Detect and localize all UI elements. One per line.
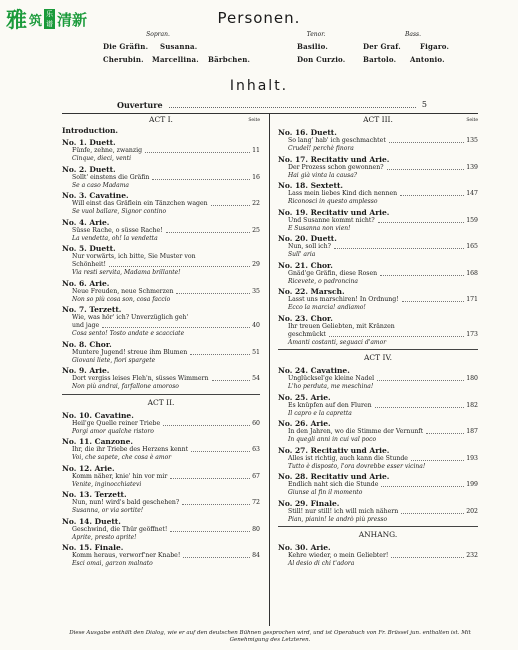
- entry-number: No. 24. Cavatine.: [278, 366, 350, 375]
- entry-number: No. 17. Recitativ und Arie.: [278, 154, 390, 164]
- entry-line: [62, 314, 260, 322]
- entry-german-text: Will einst das Gräflein ein Tänzchen wagen: [72, 200, 208, 207]
- role-cherubin: Cherubin.: [103, 55, 144, 64]
- entry-german-text: Ihr treuen Geliebten, mit Kränzen: [288, 322, 395, 330]
- entry-number: No. 20. Duett.: [278, 234, 337, 243]
- entry-italian-text: Giunse al fin il momento: [288, 489, 363, 496]
- entry-line: [62, 420, 260, 428]
- entry-german-text: Süsse Rache, o süsse Rache!: [72, 226, 163, 234]
- act-heading: [278, 352, 478, 364]
- entry-line: [62, 147, 260, 155]
- right-column: [278, 114, 478, 568]
- role-basilio: Basilio.: [297, 42, 328, 51]
- entry-number: No. 1. Duett.: [62, 138, 116, 147]
- entry-number: No. 7. Terzett.: [62, 305, 122, 314]
- toc-entry: [278, 499, 478, 524]
- leader-dots: [182, 499, 250, 505]
- entry-italian-text: Aprite, presto aprite!: [72, 533, 137, 541]
- entry-page: 182: [466, 401, 478, 409]
- entry-page: 72: [252, 499, 260, 506]
- entry-german-text: Endlich naht sich die Stunde: [288, 481, 379, 488]
- leader-dots: [387, 164, 465, 170]
- entry-number: No. 30. Arie.: [278, 543, 331, 552]
- entry-number: No. 11. Canzone.: [62, 437, 133, 446]
- entry-italian-text: Sull' aria: [288, 251, 316, 258]
- act2-list: [62, 411, 260, 568]
- entry-german-text: Schönheit!: [72, 261, 106, 268]
- toc-entry: [278, 419, 478, 444]
- toc-entry: [62, 366, 260, 391]
- toc-entry: [62, 340, 260, 365]
- act4-label: ACT IV.: [364, 353, 392, 362]
- toc-entry: [278, 287, 478, 312]
- entry-italian-text: Esci omai, garzon malnato: [72, 560, 153, 567]
- leader-dots: [329, 331, 464, 337]
- entry-line: [278, 455, 478, 463]
- section-rule: [278, 349, 478, 350]
- toc-entry: [278, 366, 478, 391]
- toc-entry: [278, 393, 478, 418]
- entry-line: [278, 217, 478, 225]
- entry-page: 173: [466, 330, 478, 338]
- entry-italian-text: Ecco la marcia! andiamo!: [288, 304, 366, 311]
- leader-dots: [163, 420, 250, 426]
- voice-bass: Bass.: [404, 31, 422, 38]
- overture-page: 5: [421, 100, 427, 109]
- entry-number: No. 23. Chor.: [278, 313, 333, 323]
- entry-italian-text: L'ho perduta, me meschina!: [288, 383, 374, 390]
- entry-line: [278, 296, 478, 304]
- seite-label: Seite: [248, 118, 260, 123]
- entry-line: [278, 481, 478, 489]
- leader-dots: [102, 322, 250, 328]
- act-heading: [278, 114, 478, 126]
- contents-heading: Inhalt.: [229, 78, 289, 94]
- entry-line: [278, 331, 478, 339]
- toc-entry: [278, 208, 478, 233]
- entry-italian-text: Non più andrai, farfallone amoroso: [72, 383, 179, 390]
- toc-entry: [62, 165, 260, 190]
- column-divider: [269, 114, 270, 626]
- entry-number: No. 10. Cavatine.: [62, 410, 134, 420]
- page-title: Personen.: [217, 9, 301, 27]
- entry-number: No. 19. Recitativ und Arie.: [278, 207, 390, 217]
- entry-number: No. 27. Recitativ und Arie.: [278, 445, 390, 455]
- entry-number: No. 12. Arie.: [62, 463, 115, 473]
- entry-page: 11: [252, 147, 260, 154]
- toc-entry: [62, 244, 260, 277]
- leader-dots: [402, 296, 465, 302]
- entry-german-text: und jage: [72, 322, 100, 329]
- entry-line: [62, 446, 260, 454]
- entry-number: No. 18. Sextett.: [278, 181, 344, 190]
- entry-italian-text: Se vuol ballare, Signor contino: [72, 208, 167, 215]
- toc-entry: [62, 218, 260, 243]
- entry-line: [278, 270, 478, 278]
- act-heading: [278, 529, 478, 541]
- toc-entry: [278, 128, 478, 153]
- leader-dots: [391, 552, 464, 558]
- toc-entry: [62, 517, 260, 542]
- entry-page: 168: [466, 269, 478, 277]
- entry-line: [278, 428, 478, 436]
- entry-page: 171: [466, 296, 478, 303]
- entry-german-text: In den Jahren, wo die Stimme der Vernunft: [288, 428, 424, 435]
- entry-german-text: geschmückt: [288, 330, 326, 338]
- entry-number: No. 14. Duett.: [62, 516, 121, 526]
- leader-dots: [426, 428, 464, 434]
- seal-top: 乐: [46, 10, 54, 18]
- entry-italian-text: Giovani liete, fiori spargete: [72, 356, 156, 364]
- role-figaro: Figaro.: [420, 42, 450, 51]
- entry-italian-text: In quegli anni in cui val poco: [288, 436, 377, 443]
- entry-page: 147: [466, 190, 478, 197]
- entry-line: [278, 375, 478, 383]
- entry-italian-text: Ricevete, o padroncina: [288, 277, 358, 285]
- entry-italian-text: Crudel! perchè finora: [288, 145, 354, 152]
- entry-page: 25: [252, 226, 260, 234]
- entry-number: No. 25. Arie.: [278, 392, 331, 402]
- entry-page: 60: [252, 419, 260, 427]
- entry-line: [62, 526, 260, 534]
- role-curzio: Don Curzio.: [297, 55, 346, 64]
- entry-italian-text: Susanna, or via sortite!: [72, 507, 144, 514]
- entry-german-text: Komm näher, knie' hin vor mir: [72, 472, 168, 480]
- entry-german-text: Der Prozess schon gewonnen?: [288, 163, 384, 171]
- toc-entry: [278, 234, 478, 259]
- entry-line: [62, 253, 260, 261]
- toc-entry: [278, 472, 478, 497]
- entry-page: 40: [252, 322, 260, 329]
- toc-entry: [62, 279, 260, 304]
- leader-dots: [109, 261, 250, 267]
- entry-number: No. 6. Arie.: [62, 278, 110, 288]
- leader-dots: [211, 200, 250, 206]
- toc-entry: [62, 305, 260, 338]
- entry-italian-text: La vendetta, oh! la vendetta: [72, 234, 158, 242]
- act3-list: [278, 128, 478, 346]
- anhang-list: [278, 543, 478, 568]
- act1-label: ACT I.: [149, 115, 173, 124]
- entry-german-text: Dort vergiss leises Fleh'n, süsses Wimmern: [72, 375, 209, 382]
- watermark-char-2: 筑: [29, 13, 43, 29]
- leader-dots: [411, 455, 464, 461]
- entry-page: 67: [252, 472, 260, 480]
- entry-line: [62, 200, 260, 208]
- toc-entry: [62, 138, 260, 163]
- entry-number: No. 4. Arie.: [62, 217, 110, 227]
- toc-entry: [278, 543, 478, 568]
- leader-dots: [389, 137, 464, 143]
- entry-line: [62, 473, 260, 481]
- entry-number: No. 5. Duett.: [62, 244, 116, 253]
- entry-italian-text: Cosa sento! Tosto andate e scacciate: [72, 330, 185, 337]
- leader-dots: [400, 190, 464, 196]
- leader-dots: [176, 288, 250, 294]
- entry-line: [62, 322, 260, 330]
- entry-german-text: Fünfe, zehne, zwanzig: [72, 147, 143, 154]
- entry-german-text: Nun, nun! wird's bald geschehen?: [72, 499, 180, 506]
- entry-italian-text: Porgi amor qualche ristoro: [72, 427, 154, 435]
- toc-entry: [62, 191, 260, 216]
- entry-italian-text: Pian, pianin! le andrò più presso: [288, 515, 388, 523]
- entry-number: No. 21. Chor.: [278, 260, 333, 270]
- entry-german-text: So lang' hab' ich geschmachtet: [288, 137, 386, 144]
- entry-page: 80: [252, 525, 260, 533]
- entry-number: No. 22. Marsch.: [278, 287, 345, 296]
- section-rule: [62, 394, 260, 395]
- entry-italian-text: E Susanna non vien!: [288, 224, 351, 232]
- act-heading: [62, 114, 260, 126]
- role-antonio: Antonio.: [410, 55, 445, 64]
- entry-number: No. 15. Finale.: [62, 543, 124, 552]
- entry-line: [62, 174, 260, 182]
- entry-line: [278, 164, 478, 172]
- entry-page: 22: [252, 200, 260, 207]
- role-baerbchen: Bärbchen.: [208, 55, 251, 64]
- toc-entry: [62, 437, 260, 462]
- act-heading: [62, 397, 260, 409]
- watermark-char-3: 清新: [57, 10, 88, 29]
- entry-german-text: Komm heraus, verworf'ner Knabe!: [72, 552, 181, 559]
- entry-page: 54: [252, 375, 260, 382]
- overture-line: [117, 100, 427, 110]
- entry-german-text: Und Susanne kommt nicht?: [288, 216, 375, 224]
- entry-german-text: Geschwind, die Thür geöffnet!: [72, 525, 168, 533]
- entry-page: 180: [466, 375, 478, 382]
- leader-dots: [375, 402, 465, 408]
- entry-number: No. 26. Arie.: [278, 419, 331, 428]
- toc-entry: [62, 490, 260, 515]
- entry-page: 16: [252, 173, 260, 181]
- seite-label: Seite: [466, 118, 478, 123]
- leader-dots: [334, 243, 464, 249]
- entry-german-text: Nun, soll ich?: [288, 243, 331, 250]
- toc-entry: [278, 446, 478, 471]
- entry-italian-text: Venite, inginocchiatevi: [72, 480, 142, 488]
- leader-dots: [169, 100, 416, 108]
- entry-german-text: Kehre wieder, o mein Geliebter!: [288, 552, 389, 559]
- leader-dots: [152, 174, 250, 180]
- toc-entry: [278, 155, 478, 180]
- entry-page: 84: [252, 552, 260, 559]
- entry-number: No. 13. Terzett.: [62, 490, 127, 499]
- leader-dots: [381, 481, 464, 487]
- act3-label: ACT III.: [363, 115, 393, 124]
- entry-page: 139: [466, 163, 478, 171]
- leader-dots: [183, 552, 250, 558]
- voice-sopran: Sopran.: [146, 31, 170, 38]
- entry-line: [62, 288, 260, 296]
- entry-german-text: Unglücksel'ge kleine Nadel: [288, 375, 375, 382]
- left-column: [62, 114, 260, 568]
- entry-german-text: Es knüpfen auf den Fluren: [288, 401, 372, 409]
- entry-italian-text: Riconosci in questo amplesso: [288, 198, 378, 205]
- role-graefin: Die Gräfin.: [103, 42, 149, 51]
- footer-note: Diese Ausgabe enthält den Dialog, wie er auf den deutschen Bühnen gesprochen wird, und ist Operabuch von Fr. Brüssel jun. enthalten ist. Mit Genehmigung des Letzteren.: [69, 630, 471, 643]
- entry-italian-text: Non so più cosa son, cosa faccio: [72, 295, 171, 303]
- entry-italian-text: Voi, che sapete, che cosa è amor: [72, 454, 172, 461]
- entry-line: [62, 227, 260, 235]
- entry-page: 35: [252, 287, 260, 295]
- entry-number: No. 2. Duett.: [62, 164, 116, 174]
- entry-german-text: Nur vorwärts, ich bitte, Sie Muster von: [72, 253, 196, 260]
- entry-line: [62, 349, 260, 357]
- leader-dots: [170, 526, 250, 532]
- entry-line: [62, 552, 260, 560]
- entry-italian-text: Il capro e la capretta: [288, 409, 352, 417]
- leader-dots: [166, 227, 250, 233]
- act2-label: ACT II.: [147, 397, 175, 407]
- entry-line: [278, 137, 478, 145]
- entry-page: 202: [466, 507, 478, 515]
- entry-page: 187: [466, 428, 478, 435]
- entry-german-text: Neue Freuden, neue Schmerzen: [72, 287, 174, 295]
- leader-dots: [170, 473, 250, 479]
- voice-tenor: Tenor.: [306, 31, 326, 38]
- entry-number: No. 9. Arie.: [62, 366, 110, 375]
- entry-number: No. 16. Duett.: [278, 128, 337, 137]
- role-marcellina: Marcellina.: [152, 55, 199, 64]
- entry-line: [278, 243, 478, 251]
- entry-line: [62, 499, 260, 507]
- role-bartolo: Bartolo.: [363, 55, 397, 64]
- leader-dots: [145, 147, 250, 153]
- role-graf: Der Graf.: [363, 42, 401, 51]
- entry-italian-text: Hai già vinta la causa?: [288, 171, 358, 179]
- entry-line: [278, 402, 478, 410]
- entry-page: 199: [466, 481, 478, 488]
- leader-dots: [380, 270, 464, 276]
- entry-german-text: Lasst uns marschiren! In Ordnung!: [288, 296, 399, 303]
- role-susanna: Susanna.: [160, 42, 198, 51]
- entry-page: 232: [466, 552, 478, 559]
- entry-german-text: Still! nur still! ich will mich nähern: [288, 507, 399, 515]
- entry-number: No. 28. Recitativ und Arie.: [278, 472, 390, 481]
- leader-dots: [377, 375, 464, 381]
- entry-italian-text: Al desio di chi t'adora: [288, 560, 355, 567]
- entry-italian-text: Se a caso Madama: [72, 181, 129, 189]
- leader-dots: [378, 217, 464, 223]
- toc-entry: [62, 411, 260, 436]
- entry-german-text: Gnäd'ge Gräfin, diese Rosen: [288, 269, 378, 277]
- toc-entry: [278, 181, 478, 206]
- entry-line: [278, 323, 478, 331]
- entry-page: 193: [466, 454, 478, 462]
- entry-line: [62, 375, 260, 383]
- toc-entry: [62, 543, 260, 568]
- entry-german-text: Sollt' einstens die Gräfin: [72, 173, 150, 181]
- watermark-char-1: 雅: [6, 7, 27, 32]
- entry-page: 159: [466, 216, 478, 224]
- entry-line: [278, 508, 478, 516]
- entry-line: [62, 261, 260, 269]
- entry-italian-text: Cinque, dieci, venti: [72, 155, 131, 162]
- entry-german-text: Alles ist richtig, auch kann die Stunde: [288, 454, 408, 462]
- introduction-heading: Introduction.: [62, 126, 119, 135]
- entry-page: 29: [252, 261, 260, 268]
- entry-italian-text: Via resti servita, Madama brillante!: [72, 269, 181, 276]
- entry-page: 51: [252, 348, 260, 356]
- act1-list: [62, 138, 260, 391]
- act4-list: [278, 366, 478, 523]
- leader-dots: [401, 508, 464, 514]
- toc-entry: [278, 261, 478, 286]
- entry-german-text: Muntere Jugend! streue ihm Blumen: [72, 348, 188, 356]
- toc-entry: [62, 464, 260, 489]
- entry-german-text: Heil'ge Quelle reiner Triebe: [72, 419, 161, 427]
- entry-german-text: Wie, was hör' ich? Unverzüglich geh': [72, 314, 189, 321]
- entry-number: No. 29. Finale.: [278, 498, 340, 508]
- toc-entry: [278, 314, 478, 347]
- section-rule: [278, 526, 478, 527]
- leader-dots: [191, 446, 250, 452]
- entry-line: [278, 552, 478, 560]
- entry-italian-text: Amanti costanti, seguaci d'amor: [288, 338, 387, 346]
- entry-number: No. 3. Cavatine.: [62, 191, 129, 200]
- leader-dots: [212, 375, 251, 381]
- entry-number: No. 8. Chor.: [62, 339, 112, 349]
- entry-italian-text: Tutto è disposto, l'ora dovrebbe esser vicina!: [288, 462, 426, 470]
- entry-page: 165: [466, 243, 478, 250]
- entry-page: 63: [252, 446, 260, 453]
- entry-line: [278, 190, 478, 198]
- entry-page: 135: [466, 137, 478, 144]
- leader-dots: [190, 349, 250, 355]
- entry-german-text: Ihr, die ihr Triebe des Herzens kennt: [72, 446, 189, 453]
- anhang-label: ANHANG.: [358, 530, 398, 539]
- overture-label: Ouverture: [117, 100, 163, 110]
- seal-bottom: 谱: [46, 20, 54, 28]
- entry-german-text: Lass mein liebes Kind dich nennen: [288, 190, 398, 197]
